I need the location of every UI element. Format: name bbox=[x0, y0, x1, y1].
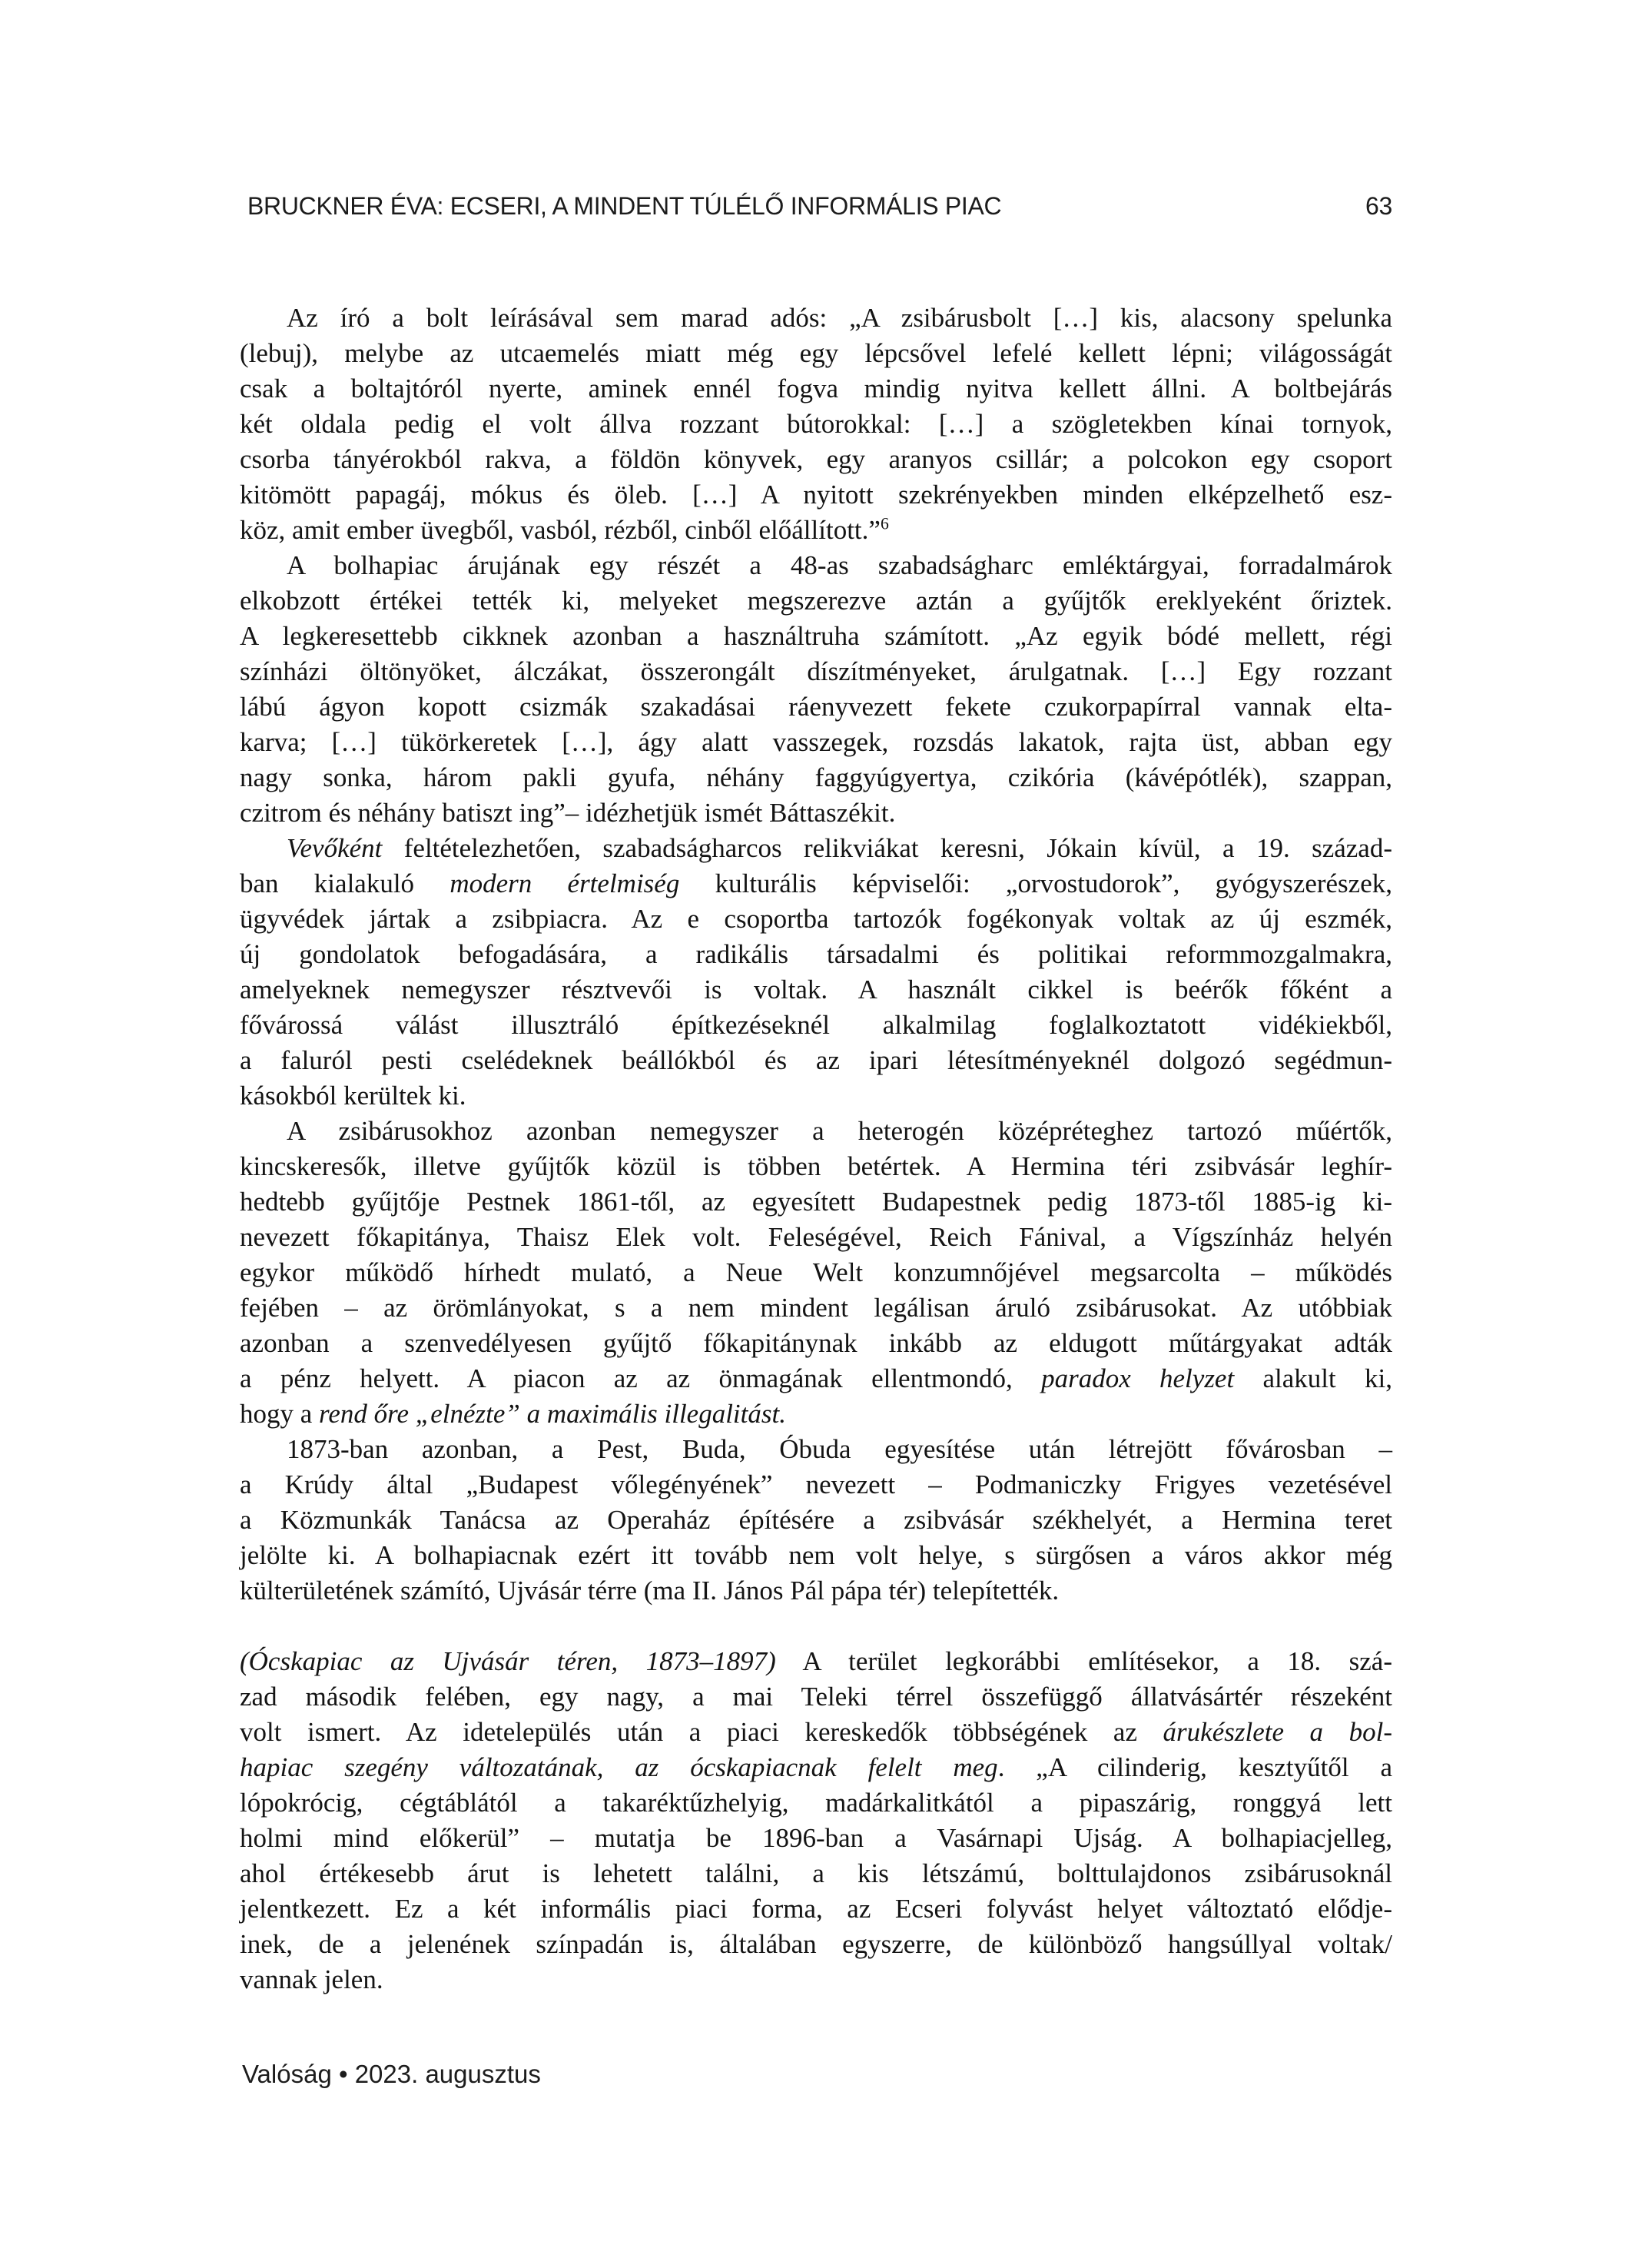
text-line bbox=[240, 1679, 1392, 1715]
text-line bbox=[240, 831, 1392, 866]
text-run: színházi öltönyöket, álczákat, összerongált díszítményeket, árulgatnak. […] Egy rozzant bbox=[240, 656, 1392, 686]
text-line bbox=[240, 760, 1392, 795]
text-line bbox=[240, 795, 1392, 831]
text-line bbox=[240, 1290, 1392, 1326]
text-line bbox=[240, 583, 1392, 619]
text-line bbox=[240, 972, 1392, 1008]
text-run: . „A cilinderig, kesztyűtől a bbox=[997, 1752, 1392, 1782]
text-line bbox=[240, 1644, 1392, 1679]
text-line bbox=[240, 407, 1392, 442]
text-run: azonban a szenvedélyesen gyűjtő főkapitánynak inkább az eldugott műtárgyakat adták bbox=[240, 1328, 1392, 1358]
paragraph bbox=[240, 548, 1392, 831]
text-run: ban kialakuló bbox=[240, 868, 450, 898]
text-run: köz, amit ember üvegből, vasból, rézből, cinből előállított.” bbox=[240, 515, 881, 545]
text-run: ahol értékesebb árut is lehetett találni, a kis létszámú, bolttulajdonos zsibárusoknál bbox=[240, 1858, 1392, 1888]
text-run: kulturális képviselői: „orvostudorok”, gyógyszerészek, bbox=[679, 868, 1392, 898]
text-run: új gondolatok befogadására, a radikális társadalmi és politikai reformmozgalmakra, bbox=[240, 939, 1392, 969]
text-line bbox=[240, 1467, 1392, 1503]
text-run: (lebuj), melybe az utcaemelés miatt még egy lépcsővel lefelé kellett lépni; világosságát bbox=[240, 338, 1392, 368]
text-line bbox=[240, 1149, 1392, 1184]
text-line bbox=[240, 1503, 1392, 1538]
text-line bbox=[240, 1220, 1392, 1255]
text-run: a pénz helyett. A piacon az az önmagának ellentmondó, bbox=[240, 1363, 1042, 1393]
footnote-marker: 6 bbox=[880, 514, 889, 533]
text-line bbox=[240, 1891, 1392, 1927]
text-run: holmi mind előkerül” – mutatja be 1896-ban a Vasárnapi Ujság. A bolhapiacjelleg, bbox=[240, 1823, 1392, 1853]
text-run: árukészlete a bol- bbox=[1163, 1717, 1392, 1747]
text-line bbox=[240, 654, 1392, 689]
text-run: 1873-ban azonban, a Pest, Buda, Óbuda egyesítése után létrejött fővárosban – bbox=[287, 1434, 1392, 1464]
text-run: volt ismert. Az idetelepülés után a piaci kereskedők többségének az bbox=[240, 1717, 1163, 1747]
text-line bbox=[240, 1821, 1392, 1856]
text-run: elkobzott értékei tették ki, melyeket megszerezve aztán a gyűjtők ereklyeként őriztek. bbox=[240, 586, 1392, 616]
running-title: BRUCKNER ÉVA: ECSERI, A MINDENT TÚLÉLŐ INFORMÁLIS PIAC bbox=[247, 192, 1002, 220]
text-run: lábú ágyon kopott csizmák szakadásai ráenyvezett fekete czukorpapírral vannak elta- bbox=[240, 692, 1392, 722]
text-line bbox=[240, 336, 1392, 371]
text-run: Vevőként bbox=[287, 833, 383, 863]
text-run: feltételezhetően, szabadságharcos relikviákat keresni, Jókain kívül, a 19. század- bbox=[382, 833, 1392, 863]
page-footer bbox=[242, 2060, 541, 2089]
text-line bbox=[240, 902, 1392, 937]
text-run: nevezett főkapitánya, Thaisz Elek volt. Feleségével, Reich Fánival, a Vígszínház helyén bbox=[240, 1222, 1392, 1252]
text-run: jelölte ki. A bolhapiacnak ezért itt tovább nem volt helye, s sürgősen a város akkor még bbox=[240, 1540, 1392, 1570]
text-line bbox=[240, 1255, 1392, 1290]
text-line bbox=[240, 1184, 1392, 1220]
text-run: fővárossá válást illusztráló építkezéseknél alkalmilag foglalkoztatott vidékiekből, bbox=[240, 1010, 1392, 1040]
text-line bbox=[240, 1432, 1392, 1467]
text-line bbox=[240, 1962, 1392, 1997]
text-line bbox=[240, 1573, 1392, 1609]
text-run: egykor működő hírhedt mulató, a Neue Welt konzumnőjével megsarcolta – működés bbox=[240, 1257, 1392, 1287]
text-line bbox=[240, 1927, 1392, 1962]
text-line bbox=[240, 937, 1392, 972]
text-line bbox=[240, 619, 1392, 654]
page-header bbox=[247, 192, 1392, 221]
text-line bbox=[240, 1538, 1392, 1573]
text-line bbox=[240, 725, 1392, 760]
text-run: czitrom és néhány batiszt ing”– idézhetjük ismét Báttaszékit. bbox=[240, 798, 896, 828]
paragraph bbox=[240, 1644, 1392, 1997]
text-line bbox=[240, 1043, 1392, 1078]
text-run: A bolhapiac árujának egy részét a 48-as szabadságharc emléktárgyai, forradalmárok bbox=[287, 550, 1392, 580]
text-line bbox=[240, 1785, 1392, 1821]
text-run: nagy sonka, három pakli gyufa, néhány faggyúgyertya, czikória (kávépótlék), szappan, bbox=[240, 762, 1392, 792]
text-line bbox=[240, 1078, 1392, 1114]
text-run: a Krúdy által „Budapest vőlegényének” nevezett – Podmaniczky Frigyes vezetésével bbox=[240, 1469, 1392, 1499]
text-run: modern értelmiség bbox=[449, 868, 680, 898]
text-line bbox=[240, 548, 1392, 583]
text-line bbox=[240, 301, 1392, 336]
text-line bbox=[240, 1326, 1392, 1361]
text-line bbox=[240, 1750, 1392, 1785]
text-line bbox=[240, 1396, 1392, 1432]
text-run: A terület legkorábbi említésekor, a 18. szá- bbox=[775, 1646, 1392, 1676]
text-run: kincskeresők, illetve gyűjtők közül is többen betértek. A Hermina téri zsibvásár leghír- bbox=[240, 1151, 1392, 1181]
text-run: csorba tányérokból rakva, a földön könyvek, egy aranyos csillár; a polcokon egy csoport bbox=[240, 444, 1392, 474]
text-run: jelentkezett. Ez a két informális piaci forma, az Ecseri folyvást helyet változtató elődje- bbox=[240, 1894, 1392, 1924]
text-run: fejében – az örömlányokat, s a nem mindent legálisan áruló zsibárusokat. Az utóbbiak bbox=[240, 1293, 1392, 1323]
text-line bbox=[240, 371, 1392, 407]
text-run: zad második felében, egy nagy, a mai Teleki térrel összefüggő állatvásártér részeként bbox=[240, 1682, 1392, 1712]
text-line bbox=[240, 1008, 1392, 1043]
text-run: inek, de a jelenének színpadán is, általában egyszerre, de különböző hangsúllyal voltak/ bbox=[240, 1929, 1392, 1959]
text-line bbox=[240, 1715, 1392, 1750]
text-line bbox=[240, 866, 1392, 902]
paragraph bbox=[240, 1432, 1392, 1609]
text-run: csak a boltajtóról nyerte, aminek ennél fogva mindig nyitva kellett állni. A boltbejárás bbox=[240, 374, 1392, 403]
paragraph bbox=[240, 831, 1392, 1114]
text-run: a Közmunkák Tanácsa az Operaház építésére a zsibvásár székhelyét, a Hermina teret bbox=[240, 1505, 1392, 1535]
text-run: külterületének számító, Ujvásár térre (ma II. János Pál pápa tér) telepítették. bbox=[240, 1576, 1060, 1606]
text-run: hapiac szegény változatának, az ócskapiacnak felelt meg bbox=[240, 1752, 998, 1782]
text-run: hedtebb gyűjtője Pestnek 1861-től, az egyesített Budapestnek pedig 1873-től 1885-ig ki- bbox=[240, 1187, 1392, 1217]
text-run: két oldala pedig el volt állva rozzant bútorokkal: […] a szögletekben kínai tornyok, bbox=[240, 409, 1392, 439]
text-run: vannak jelen. bbox=[240, 1964, 383, 1994]
text-line bbox=[240, 1361, 1392, 1396]
text-run: rend őre „elnézte” a maximális illegalitást. bbox=[319, 1399, 786, 1429]
text-line bbox=[240, 1856, 1392, 1891]
text-line bbox=[240, 1114, 1392, 1149]
text-run: A legkeresettebb cikknek azonban a használtruha számított. „Az egyik bódé mellett, régi bbox=[240, 621, 1392, 651]
text-run: ügyvédek jártak a zsibpiacra. Az e csoportba tartozók fogékonyak voltak az új eszmék, bbox=[240, 904, 1392, 934]
text-run: lópokrócig, cégtáblától a takaréktűzhelyig, madárkalitkától a pipaszárig, ronggyá lett bbox=[240, 1788, 1392, 1818]
page-number: 63 bbox=[1365, 192, 1392, 220]
text-run: a faluról pesti cselédeknek beállókból és az ipari létesítményeknél dolgozó segédmun- bbox=[240, 1045, 1392, 1075]
text-run: (Ócskapiac az Ujvásár téren, 1873–1897) bbox=[240, 1646, 776, 1676]
text-line bbox=[240, 477, 1392, 513]
text-run: A zsibárusokhoz azonban nemegyszer a heterogén középréteghez tartozó műértők, bbox=[287, 1116, 1392, 1146]
text-run: karva; […] tükörkeretek […], ágy alatt vasszegek, rozsdás lakatok, rajta üst, abban egy bbox=[240, 727, 1392, 757]
text-line bbox=[240, 513, 1392, 548]
body-text bbox=[240, 301, 1392, 1997]
text-line bbox=[240, 442, 1392, 477]
text-run: hogy a bbox=[240, 1399, 320, 1429]
text-run: amelyeknek nemegyszer résztvevői is voltak. A használt cikkel is beérők főként a bbox=[240, 975, 1392, 1004]
paragraph bbox=[240, 301, 1392, 548]
text-run: paradox helyzet bbox=[1041, 1363, 1235, 1393]
text-run: kitömött papagáj, mókus és öleb. […] A nyitott szekrényekben minden elképzelhető esz- bbox=[240, 480, 1392, 510]
paragraph bbox=[240, 1114, 1392, 1432]
text-run: kásokból kerültek ki. bbox=[240, 1081, 466, 1111]
text-run: Az író a bolt leírásával sem marad adós: „A zsibárusbolt […] kis, alacsony spelunka bbox=[287, 303, 1392, 333]
footer-text: Valóság • 2023. augusztus bbox=[242, 2060, 541, 2088]
text-run: alakult ki, bbox=[1234, 1363, 1392, 1393]
text-line bbox=[240, 689, 1392, 725]
